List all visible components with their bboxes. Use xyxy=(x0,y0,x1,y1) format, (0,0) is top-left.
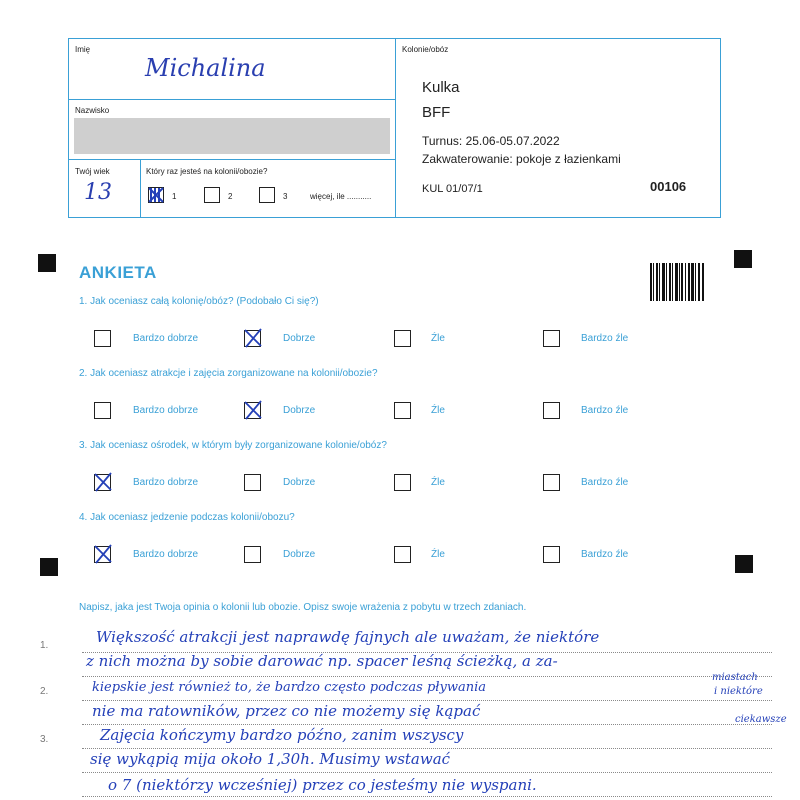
question-4-option-4-label: Bardzo źle xyxy=(581,549,629,560)
question-2-checkbox-4[interactable] xyxy=(543,402,560,419)
question-4-checkbox-3[interactable] xyxy=(394,546,411,563)
registration-mark-bl xyxy=(40,558,58,576)
question-2-checkmark xyxy=(242,399,264,421)
divider-vertical xyxy=(395,38,396,218)
registration-mark-tr xyxy=(734,250,752,268)
question-4-option-2-label: Dobrze xyxy=(283,549,316,560)
question-3-option-3-label: Źle xyxy=(431,477,445,488)
camp-code: KUL 01/07/1 xyxy=(422,183,483,195)
margin-note-1: miastach xyxy=(712,672,758,683)
visit-more-label: więcej, ile ........... xyxy=(310,192,372,201)
visit-checkbox-1-mark xyxy=(146,185,166,205)
answer-line-5 xyxy=(82,748,772,749)
question-2-option-1-label: Bardzo dobrze xyxy=(133,405,199,416)
question-3-checkbox-3[interactable] xyxy=(394,474,411,491)
answer-line-3 xyxy=(82,700,772,701)
handwritten-line-1: Większość atrakcji jest naprawdę fajnych ale uważam, że niektóre xyxy=(96,628,600,646)
question-1-checkbox-1[interactable] xyxy=(94,330,111,347)
question-2-option-3-label: Źle xyxy=(431,405,445,416)
wiek-value: 13 xyxy=(84,180,112,205)
question-1-checkbox-3[interactable] xyxy=(394,330,411,347)
line-number-3: 3. xyxy=(40,734,49,745)
question-3-option-4-label: Bardzo źle xyxy=(581,477,629,488)
question-2-checkbox-3[interactable] xyxy=(394,402,411,419)
question-1-option-3-label: Źle xyxy=(431,333,445,344)
handwritten-line-4: nie ma ratowników, przez co nie możemy się kąpać xyxy=(92,702,481,720)
survey-title: ANKIETA xyxy=(79,263,157,282)
margin-note-3: ciekawsze xyxy=(735,714,787,725)
question-3-option-2-label: Dobrze xyxy=(283,477,316,488)
camp-number: 00106 xyxy=(650,179,687,194)
question-1-option-1-label: Bardzo dobrze xyxy=(133,333,199,344)
question-3-checkbox-4[interactable] xyxy=(543,474,560,491)
visit-checkbox-2[interactable] xyxy=(204,187,220,203)
question-2-text: 2. Jak oceniasz atrakcje i zajęcia zorganizowane na kolonii/obozie? xyxy=(79,368,378,379)
camp-subname: BFF xyxy=(422,104,451,121)
answer-line-6 xyxy=(82,772,772,773)
handwritten-line-3: kiepskie jest również to, że bardzo często podczas pływania xyxy=(92,680,486,695)
imie-value: Michalina xyxy=(145,54,266,82)
question-3-option-1-label: Bardzo dobrze xyxy=(133,477,199,488)
question-1-checkmark xyxy=(242,327,264,349)
handwritten-line-6: się wykąpią mija około 1,30h. Musimy wstawać xyxy=(90,750,451,768)
question-2-option-2-label: Dobrze xyxy=(283,405,316,416)
answer-line-4 xyxy=(82,724,772,725)
visit-option-1-label: 1 xyxy=(172,192,177,201)
handwritten-line-5: Zajęcia kończymy bardzo późno, zanim wszyscy xyxy=(100,726,464,744)
question-1-option-2-label: Dobrze xyxy=(283,333,316,344)
question-4-checkbox-4[interactable] xyxy=(543,546,560,563)
camp-zakwaterowanie: Zakwaterowanie: pokoje z łazienkami xyxy=(422,152,621,166)
question-3-checkmark xyxy=(92,471,114,493)
answer-line-2 xyxy=(82,676,772,677)
handwritten-line-2: z nich można by sobie darować np. spacer leśną ścieżką, a za- xyxy=(86,652,558,670)
imie-label: Imię xyxy=(75,45,91,54)
question-2-checkbox-1[interactable] xyxy=(94,402,111,419)
divider-h1 xyxy=(68,99,395,100)
ktory-raz-label: Który raz jesteś na kolonii/obozie? xyxy=(146,167,268,176)
line-number-1: 1. xyxy=(40,640,49,651)
handwritten-line-7: o 7 (niektórzy wcześniej) przez co jesteśmy nie wyspani. xyxy=(108,776,537,794)
question-4-option-3-label: Źle xyxy=(431,549,445,560)
wiek-label: Twój wiek xyxy=(75,167,110,176)
question-1-option-4-label: Bardzo źle xyxy=(581,333,629,344)
question-4-checkbox-2[interactable] xyxy=(244,546,261,563)
divider-h2 xyxy=(68,159,395,160)
question-4-option-1-label: Bardzo dobrze xyxy=(133,549,199,560)
line-number-2: 2. xyxy=(40,686,49,697)
answer-line-7 xyxy=(82,796,772,797)
question-2-option-4-label: Bardzo źle xyxy=(581,405,629,416)
question-3-checkbox-2[interactable] xyxy=(244,474,261,491)
margin-note-2: i niektóre xyxy=(714,686,763,697)
surname-redaction xyxy=(74,118,390,154)
camp-name: Kulka xyxy=(422,79,460,96)
visit-checkbox-3[interactable] xyxy=(259,187,275,203)
nazwisko-label: Nazwisko xyxy=(75,106,110,115)
visit-option-2-label: 2 xyxy=(228,192,233,201)
question-1-text: 1. Jak oceniasz całą kolonię/obóz? (Podobało Ci się?) xyxy=(79,296,319,307)
kolonie-label: Kolonie/obóz xyxy=(402,45,449,54)
question-4-checkmark xyxy=(92,543,114,565)
registration-mark-br xyxy=(735,555,753,573)
opinion-prompt: Napisz, jaka jest Twoja opinia o kolonii lub obozie. Opisz swoje wrażenia z pobytu w trzech zdaniach. xyxy=(79,602,527,613)
visit-option-3-label: 3 xyxy=(283,192,288,201)
barcode-icon xyxy=(650,263,704,301)
divider-age xyxy=(140,159,141,218)
question-1-checkbox-4[interactable] xyxy=(543,330,560,347)
camp-turnus: Turnus: 25.06-05.07.2022 xyxy=(422,134,560,148)
question-3-text: 3. Jak oceniasz ośrodek, w którym były zorganizowane kolonie/obóz? xyxy=(79,440,387,451)
registration-mark-tl xyxy=(38,254,56,272)
question-4-text: 4. Jak oceniasz jedzenie podczas kolonii/obozu? xyxy=(79,512,295,523)
